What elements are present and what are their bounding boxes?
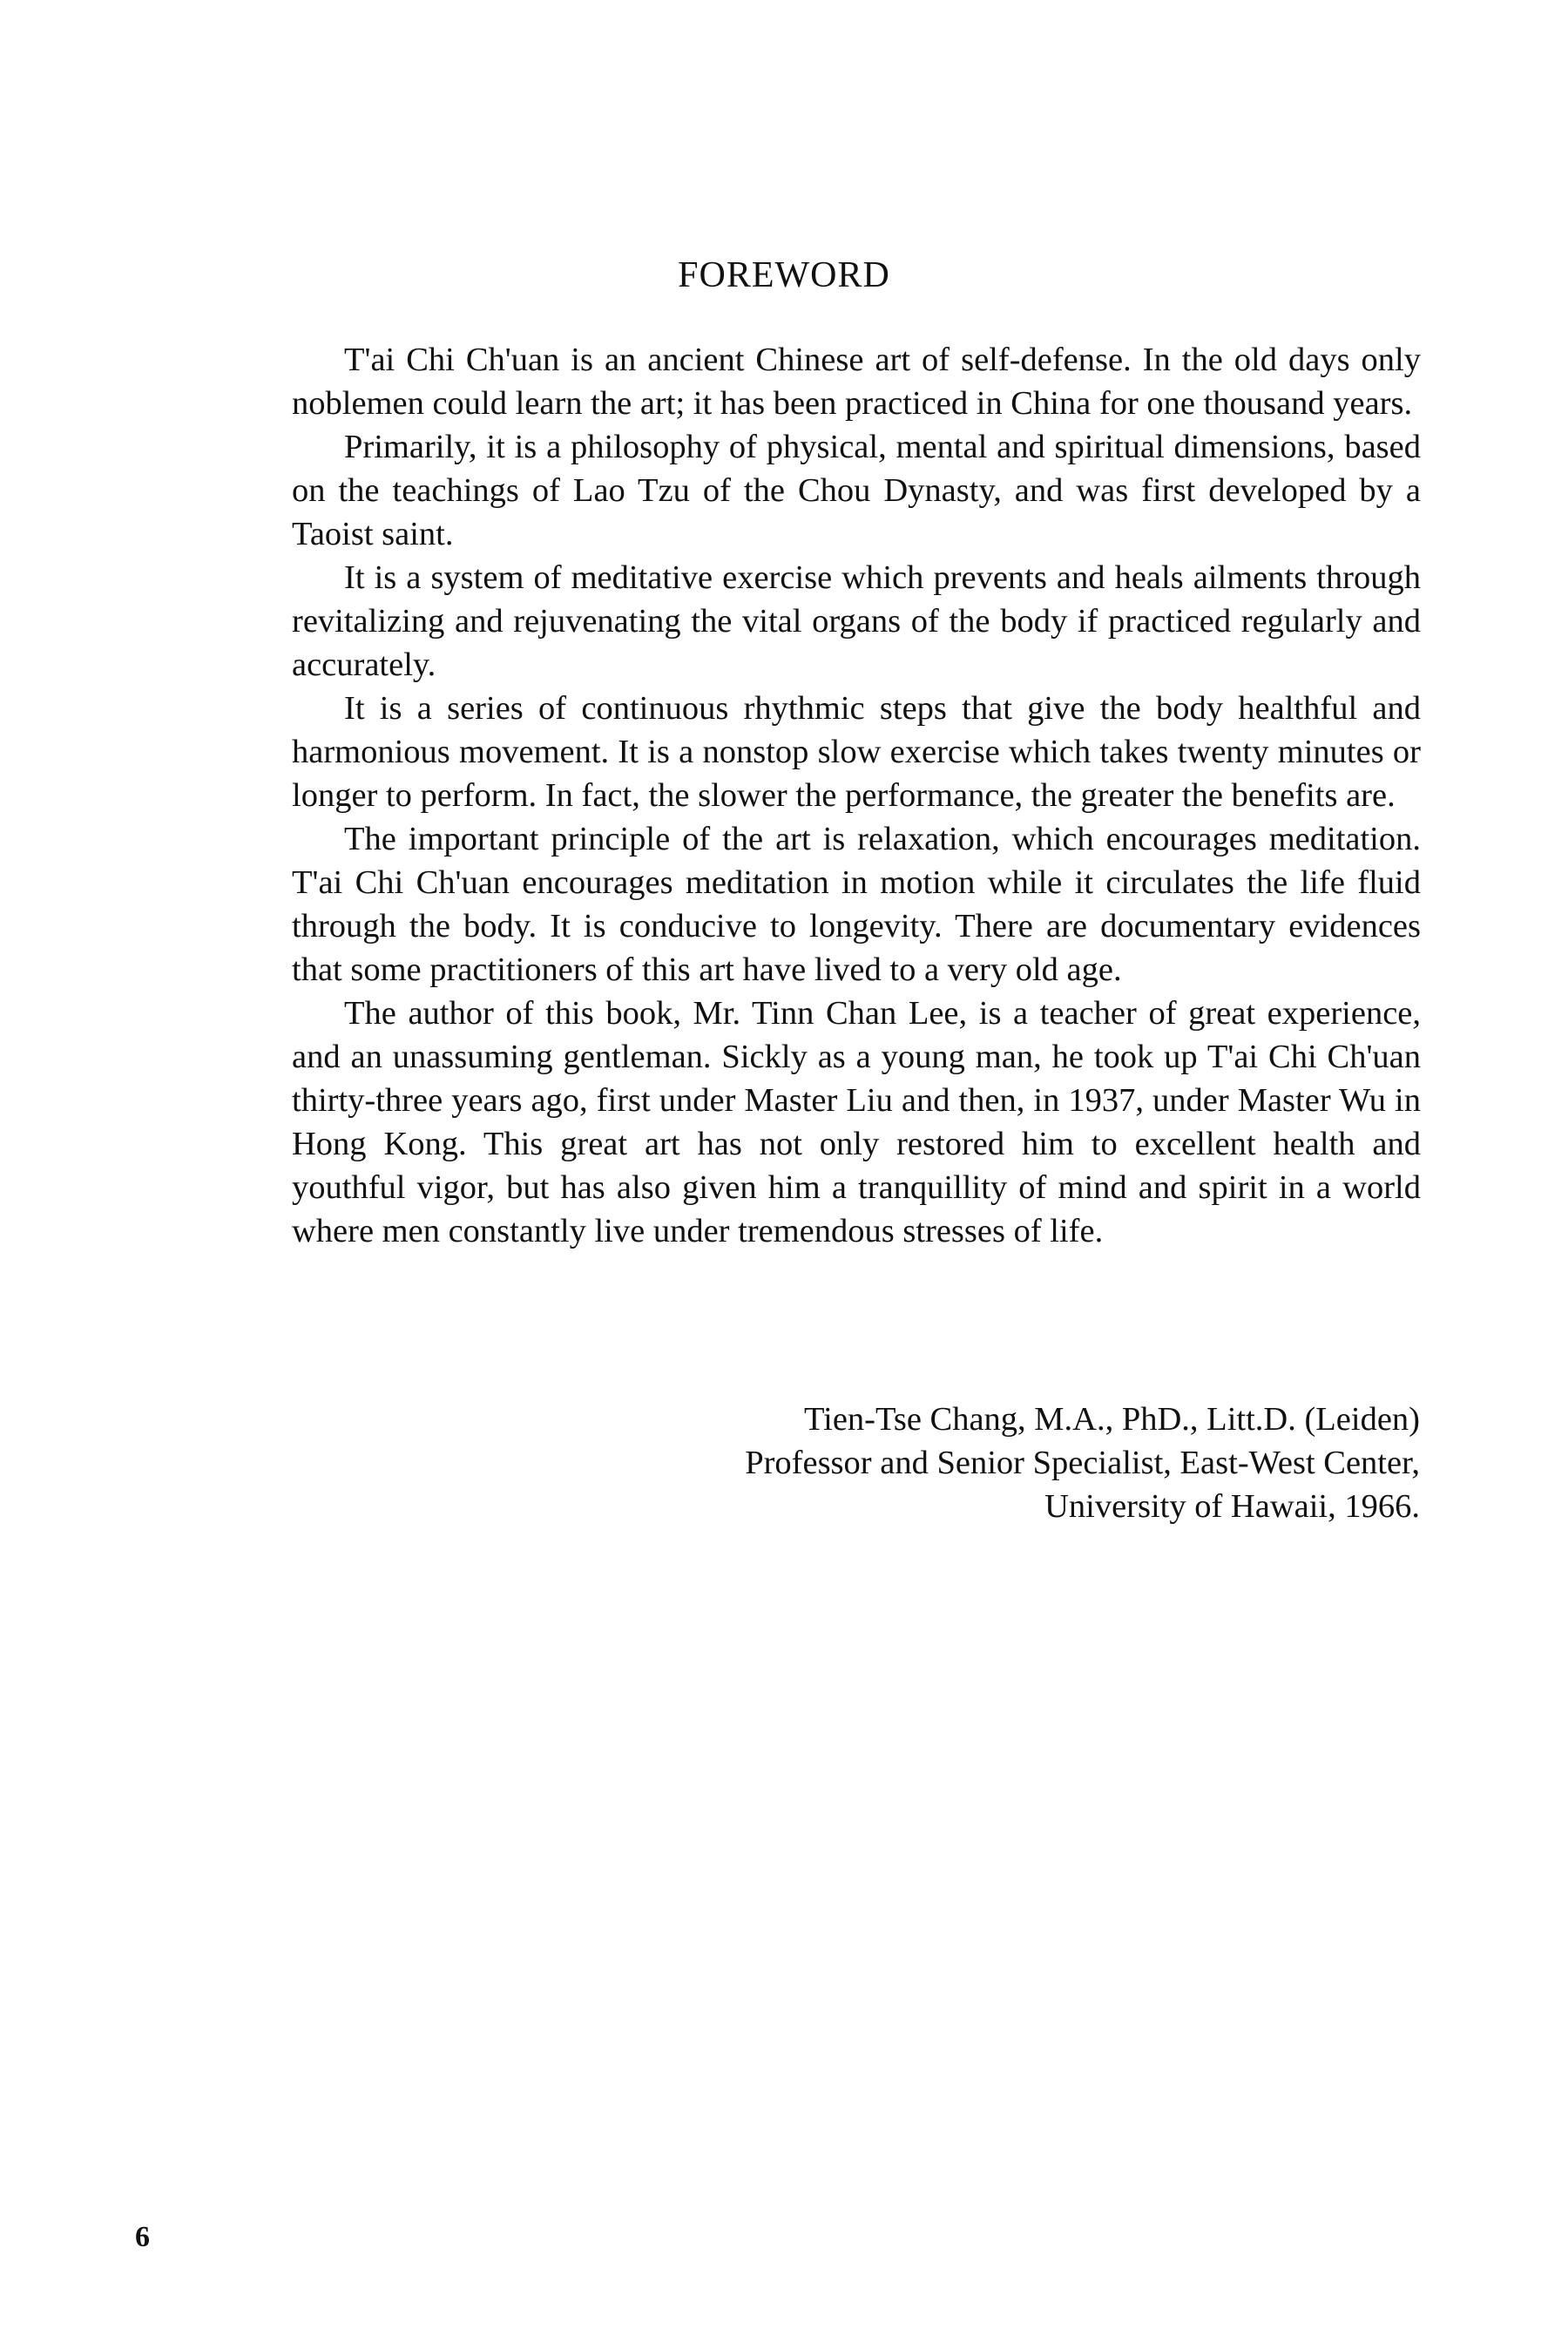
foreword-body xyxy=(292,338,1421,1253)
signature-name: Tien-Tse Chang, M.A., PhD., Litt.D. (Leiden) xyxy=(803,1401,1420,1438)
page-number: 6 xyxy=(135,2221,150,2253)
paragraph-philosophy: Primarily, it is a philosophy of physical, mental and spiritual dimensions, based on the teachings of Lao Tzu of the Chou Dynasty, and was first developed by a Taoist saint. xyxy=(292,429,1421,552)
paragraph-rhythmic-steps: It is a series of continuous rhythmic steps that give the body healthful and harmonious movement. It is a nonstop slow exercise which takes twenty minutes or longer to perform. In fact, the slower the performance, the greater the benefits are. xyxy=(292,690,1421,814)
signature-affiliation: University of Hawaii, 1966. xyxy=(1044,1488,1420,1525)
paragraph-author: The author of this book, Mr. Tinn Chan Lee, is a teacher of great experience, and an unassuming gentleman. Sickly as a young man, he took up T'ai Chi Ch'uan thirty-three years ago, first under Master Liu and then, in 1937, under Master Wu in Hong Kong. This great art has not only restored him to excellent health and youthful vigor, but has also given him a tranquillity of mind and spirit in a world where men constantly live under tremendous stresses of life. xyxy=(292,995,1421,1249)
signature-block xyxy=(745,1398,1420,1528)
signature-position: Professor and Senior Specialist, East-West Center, xyxy=(745,1445,1420,1481)
paragraph-origins: T'ai Chi Ch'uan is an ancient Chinese art of self-defense. In the old days only noblemen could learn the art; it has been practiced in China for one thousand years. xyxy=(292,342,1421,422)
page-title: FOREWORD xyxy=(678,255,890,295)
paragraph-relaxation: The important principle of the art is relaxation, which encourages meditation. T'ai Chi Ch'uan encourages meditation in motion while it circulates the life fluid through the body. It is conducive to longevity. There are documentary evidences that some practitioners of this art have lived to a very old age. xyxy=(292,821,1421,988)
paragraph-meditative-exercise: It is a system of meditative exercise which prevents and heals ailments through revitalizing and rejuvenating the vital organs of the body if practiced regularly and accurately. xyxy=(292,559,1421,683)
